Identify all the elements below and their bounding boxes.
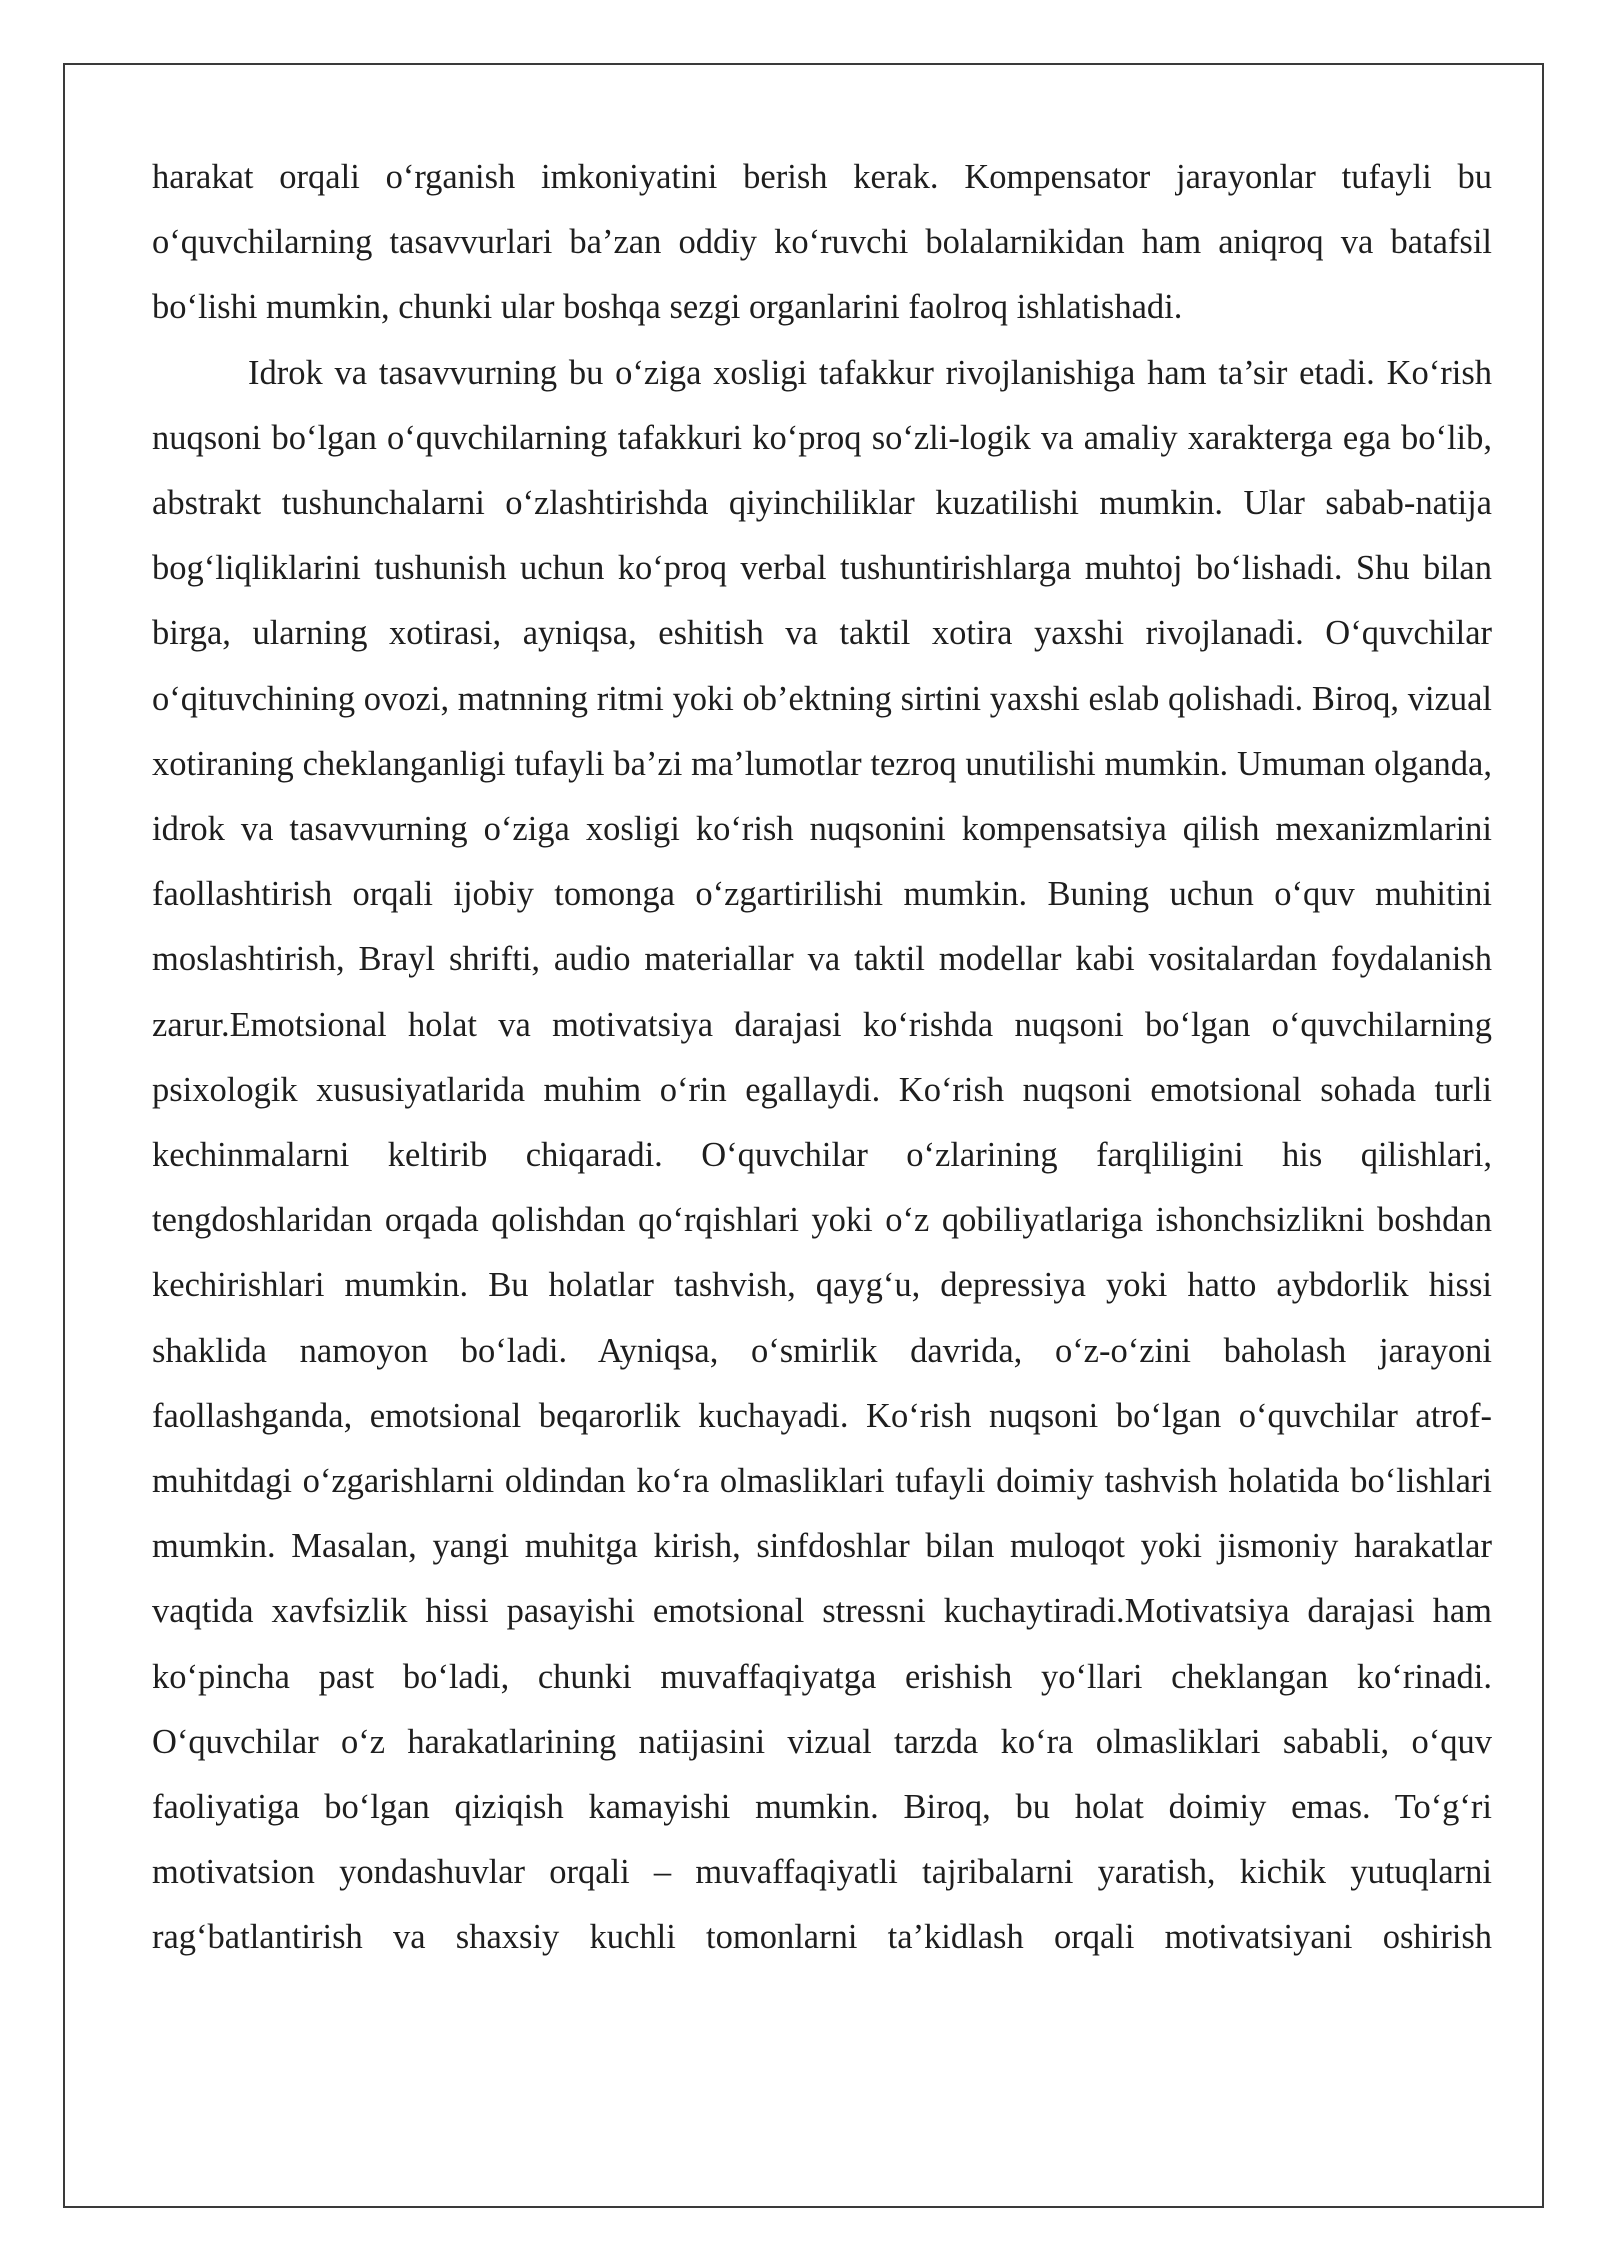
document-body (152, 145, 1492, 1971)
paragraph-perception: Idrok va tasavvurning bu o‘ziga xosligi tafakkur rivojlanishiga ham ta’sir etadi. Ko‘rish nuqsoni bo‘lgan o‘quvchilarning tafakkuri ko‘proq so‘zli-logik va amaliy xarakterga ega bo‘lib, abstrakt tushunchalarni o‘zlashtirishda qiyinchiliklar kuzatilishi mumkin. Ular sabab-natija bog‘liqliklarini tushunish uchun ko‘proq verbal tushuntirishlarga muhtoj bo‘lishadi. Shu bilan birga, ularning xotirasi, ayniqsa, eshitish va taktil xotira yaxshi rivojlanadi. O‘quvchilar o‘qituvchining ovozi, matnning ritmi yoki ob’ektning sirtini yaxshi eslab qolishadi. Biroq, vizual xotiraning cheklanganligi tufayli ba’zi ma’lumotlar tezroq unutilishi mumkin. Umuman olganda, idrok va tasavvurning o‘ziga xosligi ko‘rish nuqsonini kompensatsiya qilish mexanizmlarini faollashtirish orqali ijobiy tomonga o‘zgartirilishi mumkin. Buning uchun o‘quv muhitini moslashtirish, Brayl shrifti, audio materiallar va taktil modellar kabi vositalardan foydalanish zarur.Emotsional holat va motivatsiya darajasi ko‘rishda nuqsoni bo‘lgan o‘quvchilarning psixologik xususiyatlarida muhim o‘rin egallaydi. Ko‘rish nuqsoni emotsional sohada turli kechinmalarni keltirib chiqaradi. O‘quvchilar o‘zlarining farqliligini his qilishlari, tengdoshlaridan orqada qolishdan qo‘rqishlari yoki o‘z qobiliyatlariga ishonchsizlikni boshdan kechirishlari mumkin. Bu holatlar tashvish, qayg‘u, depressiya yoki hatto aybdorlik hissi shaklida namoyon bo‘ladi. Ayniqsa, o‘smirlik davrida, o‘z-o‘zini baholash jarayoni faollashganda, emotsional beqarorlik kuchayadi. Ko‘rish nuqsoni bo‘lgan o‘quvchilar atrof-muhitdagi o‘zgarishlarni oldindan ko‘ra olmasliklari tufayli doimiy tashvish holatida bo‘lishlari mumkin. Masalan, yangi muhitga kirish, sinfdoshlar bilan muloqot yoki jismoniy harakatlar vaqtida xavfsizlik hissi pasayishi emotsional stressni kuchaytiradi.Motivatsiya darajasi ham ko‘pincha past bo‘ladi, chunki muvaffaqiyatga erishish yo‘llari cheklangan ko‘rinadi. O‘quvchilar o‘z harakatlarining natijasini vizual tarzda ko‘ra olmasliklari sababli, o‘quv faoliyatiga bo‘lgan qiziqish kamayishi mumkin. Biroq, bu holat doimiy emas. To‘g‘ri motivatsion yondashuvlar orqali – muvaffaqiyatli tajribalarni yaratish, kichik yutuqlarni rag‘batlantirish va shaxsiy kuchli tomonlarni ta’kidlash orqali motivatsiyani oshirish (152, 353, 1492, 1957)
paragraph-continued: harakat orqali o‘rganish imkoniyatini berish kerak. Kompensator jarayonlar tufayli bu o‘quvchilarning tasavvurlari ba’zan oddiy ko‘ruvchi bolalarnikidan ham aniqroq va batafsil bo‘lishi mumkin, chunki ular boshqa sezgi organlarini faolroq ishlatishadi. (152, 158, 1492, 327)
